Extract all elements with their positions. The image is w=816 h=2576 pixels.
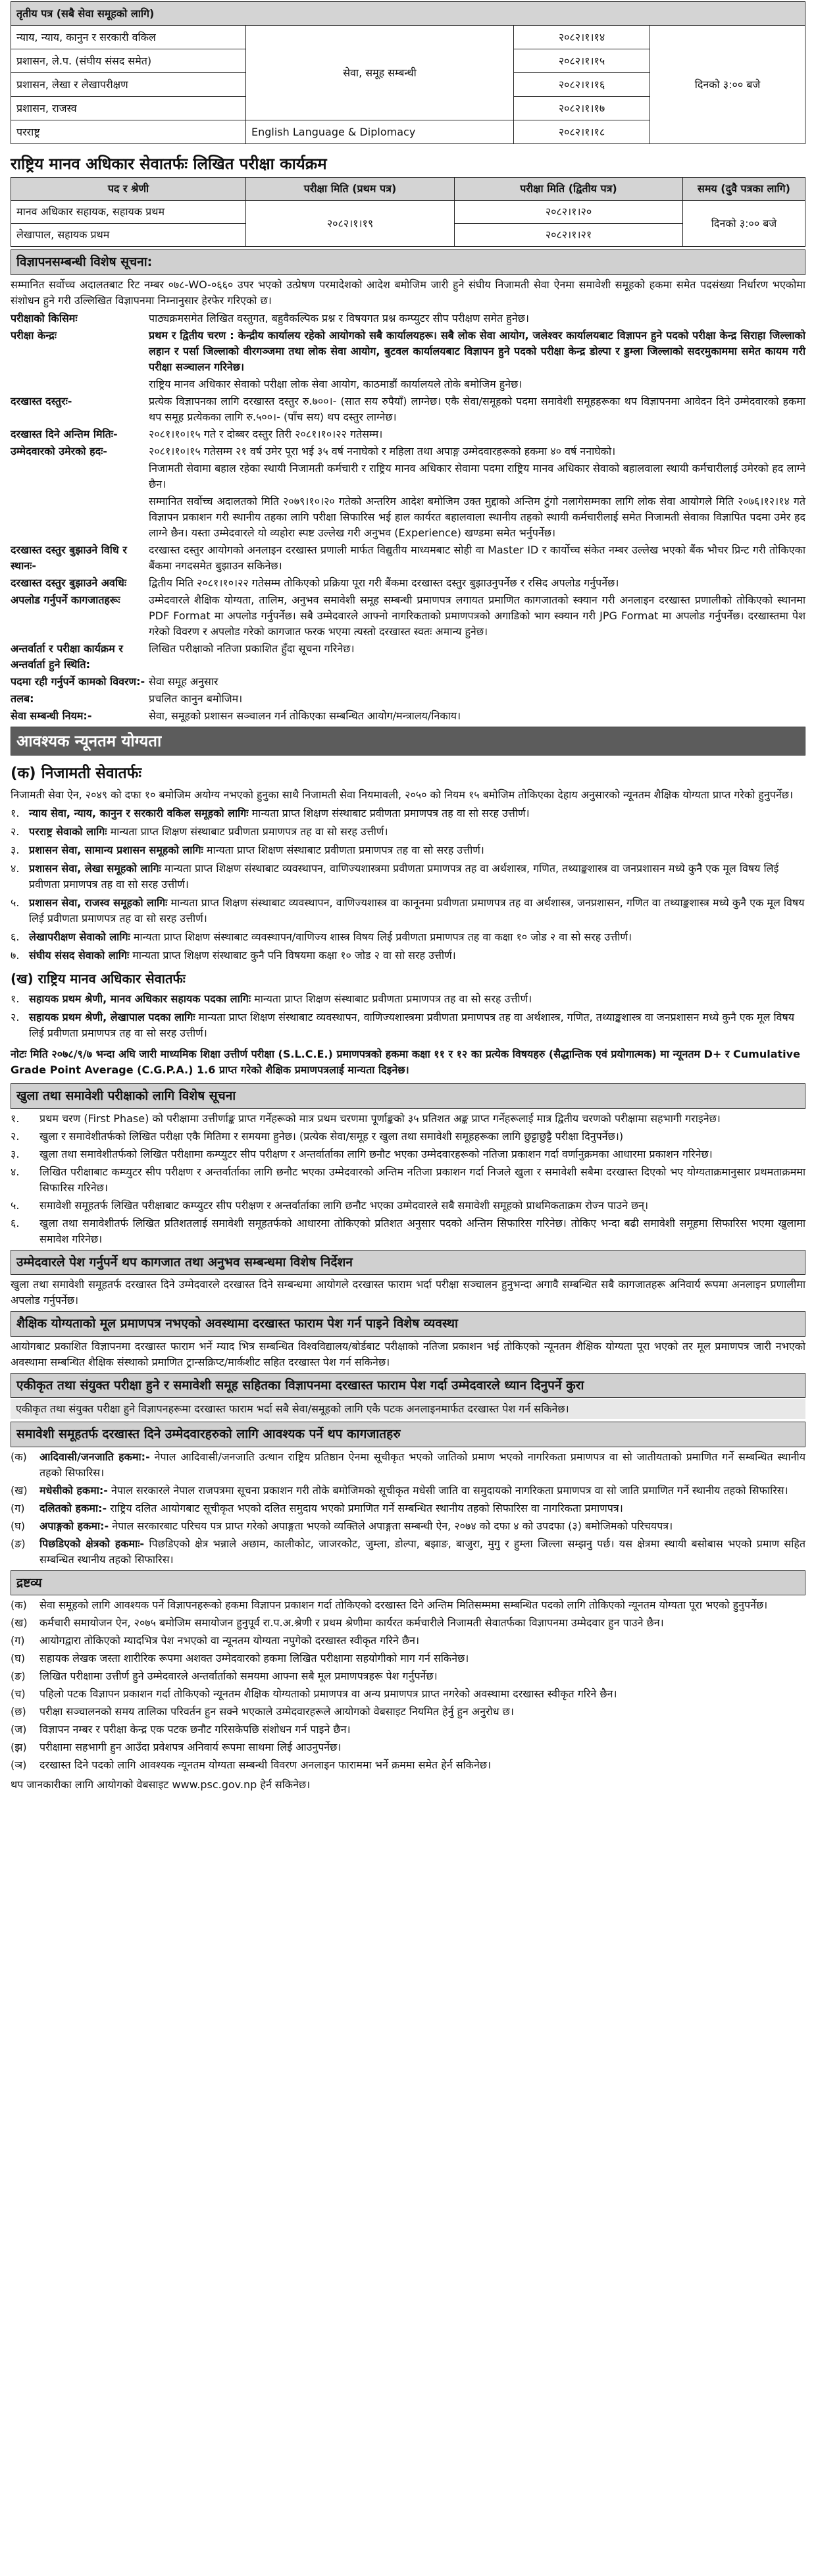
- item-text: समावेशी समूहतर्फ लिखित परीक्षाबाट कम्प्युटर सीप परीक्षण र अन्तर्वार्ताका लागि छनौट भएका उम्मेदवारले सबै समावेशी समूहको प्राथमिकताक्रम रोज्न पाउने छन्।: [39, 1198, 649, 1212]
- notes-list: [11, 1597, 805, 1773]
- item-number: १.: [11, 807, 20, 819]
- civil-intro: निजामती सेवा ऐन, २०४९ को दफा १० बमोजिम अयोग्य नभएको हुनुका साथै निजामती सेवा नियमावली, २०५० को नियम १५ बमोजिम तोकिएका देहाय अनुसारको न्यूनतम शैक्षिक योग्यता प्राप्त गरेको हुनुपर्नेछ।: [11, 788, 794, 801]
- item-text: मान्यता प्राप्त शिक्षण संस्थाबाट व्यवस्थापन, वाणिज्यशास्त्र वा कानूनमा प्रवीणता प्रमाणपत्र तह वा अर्थशास्त्र, जनप्रशासन, गणित वा तथ्याङ्कशास्त्र मध्ये कुनै एक मूल विषय लिई प्रवीणता प्रमाणपत्र तह वा सो सरह उत्तीर्ण।: [29, 896, 805, 925]
- info-row: [11, 444, 805, 459]
- list-item: [11, 1129, 805, 1145]
- list-item: [11, 1536, 805, 1568]
- item-text: परीक्षामा सहभागी हुन आउँदा प्रवेशपत्र अनिवार्य रूपमा साथमा लिई आउनुपर्नेछ।: [39, 1741, 342, 1753]
- post-cell: मानव अधिकार सहायक, सहायक प्रथम: [11, 201, 246, 224]
- item-number: ४.: [11, 1165, 20, 1178]
- info-value: प्रचलित कानुन बमोजिम।: [149, 692, 243, 705]
- item-head: प्रशासन सेवा, लेखा समूहको लागिः: [29, 862, 161, 875]
- date-cell: २०८२।१।१६: [514, 73, 650, 97]
- header-date1: परीक्षा मिति (प्रथम पत्र): [246, 178, 455, 201]
- item-text: सेवा समूहको लागि आवश्यक पर्ने विज्ञापनहरूको हकमा विज्ञापन प्रकाशन गर्दा तोकिएको दरखास्त दिने अन्तिम मितिसम्ममा सम्बन्धित पदको लागि तोकिएको न्यूनतम योग्यता पूरा भएको हुनुपर्नेछ।: [39, 1599, 768, 1611]
- info-row: [11, 394, 805, 425]
- item-text: दरखास्त दिने पदको लागि आवश्यक न्यूनतम योग्यता सम्बन्धी विवरण अनलाइन फाराममा भर्ने क्रममा समेत हेर्न सकिनेछ।: [39, 1759, 492, 1771]
- open-comp-banner: खुला तथा समावेशी परीक्षाको लागि विशेष सूचना: [11, 1083, 805, 1109]
- table-row: [11, 201, 805, 224]
- info-label: अन्तर्वार्ता र परीक्षा कार्यक्रम र अन्तर्वार्ता हुने स्थिति:: [11, 642, 123, 671]
- item-number: (ख): [11, 1483, 28, 1497]
- info-label: परीक्षाको किसिमः: [11, 311, 78, 324]
- item-head: सहायक प्रथम श्रेणी, मानव अधिकार सहायक पदका लागिः: [29, 992, 251, 1005]
- item-number: (ङ): [11, 1670, 26, 1682]
- info-label: परीक्षा केन्द्रः: [11, 328, 57, 342]
- notes-banner: द्रष्टव्य: [11, 1570, 805, 1596]
- info-label: दरखास्त दस्तुर बुझाउने अवधिः: [11, 576, 127, 589]
- item-text: खुला तथा समावेशीतर्फको लिखित परीक्षामा कम्प्युटर सीप परीक्षण र अन्तर्वार्ताका लागि छनौट भएका उम्मेदवारहरूको नतिजा प्रकाशन गर्दा वर्णानुक्रमका आधारमा प्रकाशन गरिनेछ।: [39, 1147, 713, 1160]
- info-label: उम्मेदवारको उमेरको हदः-: [11, 444, 107, 457]
- info-row: [11, 328, 805, 375]
- item-number: ४.: [11, 862, 20, 875]
- item-number: ६.: [11, 1216, 20, 1229]
- info-label: [11, 461, 149, 492]
- item-number: (च): [11, 1687, 26, 1700]
- item-number: ३.: [11, 844, 20, 856]
- table-header-row: [11, 2, 805, 26]
- date-cell: २०८२।१।१८: [514, 120, 650, 144]
- item-number: ६.: [11, 931, 20, 943]
- info-value: लिखित परीक्षाको नतिजा प्रकाशित हुँदा सूचना गरिनेछ।: [149, 642, 355, 655]
- item-text: खुला तथा समावेशीतर्फ लिखित प्रतिशतलाई समावेशी समूहतर्फको आधारमा तोकिएको प्रतिशत अनुसार पदको अन्तिम सिफारिस गरिनेछ। तोकिए भन्दा बढी समावेशी समूहमा सिफारिस भएमा खुलामा समावेश गरिनेछ।: [39, 1216, 805, 1245]
- item-number: (छ): [11, 1705, 26, 1718]
- item-text: खुला र समावेशीतर्फको लिखित परीक्षा एकै मितिमा र समयमा हुनेछ। (प्रत्येक सेवा/समूह र खुला तथा समावेशी समूहहरूका लागि छुट्टाछुट्टै परीक्षा दिनुपर्नेछ।): [39, 1129, 624, 1143]
- info-section: [11, 311, 805, 724]
- candidate-docs-banner: उम्मेदवारले पेश गर्नुपर्ने थप कागजात तथा अनुभव सम्बन्धमा विशेष निर्देशन: [11, 1250, 805, 1275]
- date2-cell: २०८२।१।२१: [455, 224, 683, 247]
- item-number: ३.: [11, 1147, 20, 1160]
- list-item: [11, 806, 805, 821]
- date2-cell: २०८२।१।२०: [455, 201, 683, 224]
- info-row: [11, 494, 805, 541]
- time-cell: दिनको ३:०० बजे: [650, 26, 805, 144]
- item-text: नेपाल सरकारले नेपाल राजपत्रमा सूचना प्रकाशन गरी तोके बमोजिमको सूचीकृत मधेसी जाति वा समुदायको नागरिकता प्रमाणपत्र वा सो जाति प्रमाणित गर्ने स्थानीय तहको सिफारिस।: [111, 1483, 788, 1497]
- table-row: [11, 26, 805, 49]
- nhrc-qual-title: (ख) राष्ट्रिय मानव अधिकार सेवातर्फः: [11, 971, 186, 987]
- item-text: नेपाल सरकारबाट परिचय पत्र प्राप्त गरेको अपाङ्गता भएको व्यक्तिले अपाङ्गता सम्बन्धी ऐन, २०७४ को दफा ४ को उपदफा (३) बमोजिमको परिचयपत्र।: [112, 1519, 673, 1532]
- same-day-banner: एकीकृत तथा संयुक्त परीक्षा हुने र समावेशी समूह सहितका विज्ञापनमा दरखास्त फाराम पेश गर्दा उम्मेदवारले ध्यान दिनुपर्ने कुरा: [11, 1373, 805, 1399]
- item-text: मान्यता प्राप्त शिक्षण संस्थाबाट व्यवस्थापन/वाणिज्य शास्त्र विषय लिई प्रवीणता प्रमाणपत्र तह वा कक्षा १० जोड २ वा सो सरह उत्तीर्ण।: [133, 931, 632, 943]
- info-row: [11, 311, 805, 326]
- info-row: [11, 592, 805, 640]
- item-number: (ञ): [11, 1759, 27, 1771]
- item-head: सहायक प्रथम श्रेणी, लेखापाल पदका लागिः: [29, 1011, 195, 1023]
- info-value: पाठ्यक्रमसमेत लिखित वस्तुगत, बहुवैकल्पिक प्रश्न र विषयगत प्रश्न कम्प्युटर सीप परीक्षण समेत हुनेछ।: [149, 311, 529, 324]
- list-item: [11, 1111, 805, 1127]
- date-cell: २०८२।१।१७: [514, 97, 650, 120]
- item-number: २.: [11, 1011, 20, 1023]
- item-head: दलितको हकमा:-: [39, 1501, 107, 1514]
- info-value: प्रत्येक विज्ञापनका लागि दरखास्त दस्तुर रु.७००।- (सात सय रुपैयाँ) लाग्नेछ। एकै सेवा/समूहको पदमा समावेशी समूहहरूका थप विज्ञापनमा आवेदन दिने उम्मेदवारको हकमा थप समूह प्रत्येकका लागि रु.५००।- (पाँच सय) थप दस्तुर लाग्नेछ।: [149, 394, 805, 423]
- candidate-docs-text: खुला तथा समावेशी समूहतर्फ दरखास्त दिने उम्मेदवारले दरखास्त दिने सम्बन्धमा आयोगले दरखास्त फाराम भर्दा परीक्षा सञ्चालन हुनुभन्दा अगावै सम्बन्धित सबै कागजातहरू अनिवार्य रूपमा अनलाइन प्रणालीमा अपलोड गर्नुपर्नेछ।: [11, 1278, 805, 1306]
- list-item: [11, 991, 805, 1007]
- info-value: दरखास्त दस्तुर आयोगको अनलाइन दरखास्त प्रणाली मार्फत विद्युतीय माध्यमबाट सोही वा Master ID र कार्योच्च संकेत नम्बर उल्लेख भएको बैंक भौचर प्रिन्ट गरी तोकिएका बैंकमा नगदसमेत बुझाउन सकिनेछ।: [149, 543, 805, 572]
- item-number: (घ): [11, 1519, 25, 1532]
- list-item: [11, 948, 805, 964]
- list-item: [11, 1198, 805, 1214]
- service-cell: सेवा, समूह सम्बन्धी: [246, 26, 514, 120]
- post-cell: लेखापाल, सहायक प्रथम: [11, 224, 246, 247]
- info-row: [11, 461, 805, 492]
- exam-cell: प्रशासन, लेखा र लेखापरीक्षण: [11, 73, 246, 97]
- item-text: मान्यता प्राप्त शिक्षण संस्थाबाट व्यवस्थापन, वाणिज्यशास्त्रमा प्रवीणता प्रमाणपत्र तह वा अर्थशास्त्र, गणित, तथ्याङ्कशास्त्र वा जनप्रशासन मध्ये कुनै एक मूल विषय लिई प्रवीणता प्रमाणपत्र तह वा सो सरह उत्तीर्ण।: [29, 862, 779, 890]
- date-cell: २०८२।१।१५: [514, 49, 650, 73]
- exam-cell: न्याय, न्याय, कानुन र सरकारी वकिल: [11, 26, 246, 49]
- open-comp-list: [11, 1111, 805, 1247]
- list-item: [11, 1449, 805, 1481]
- info-row: [11, 691, 805, 707]
- exam-schedule-table: [11, 1, 805, 144]
- date1-cell: २०८२।१।१९: [246, 201, 455, 247]
- item-number: २.: [11, 1129, 20, 1143]
- info-label: अपलोड गर्नुपर्ने कागजातहरूः: [11, 593, 120, 606]
- item-number: २.: [11, 825, 20, 838]
- civil-title: (क) निजामती सेवातर्फः: [11, 764, 142, 782]
- item-text: प्रथम चरण (First Phase) को परीक्षामा उत्तीर्णाङ्क प्राप्त गर्नेहरूको मात्र प्रथम चरणमा पूर्णाङ्कको ३५ प्रतिशत अङ्क प्राप्त गर्नेहरूलाई मात्र द्वितीय चरणको परीक्षामा सहभागी गराइनेछ।: [39, 1112, 721, 1125]
- header-time: समय (दुवै पत्रका लागि): [683, 178, 805, 201]
- item-text: लिखित परीक्षामा उत्तीर्ण हुने उम्मेदवारले अन्तर्वार्ताको समयमा आफ्ना सबै मूल प्रमाणपत्रहरू पेश गर्नुपर्नेछ।: [39, 1670, 438, 1682]
- list-item: [11, 1757, 805, 1773]
- item-number: ७.: [11, 949, 20, 962]
- item-text: मान्यता प्राप्त शिक्षण संस्थाबाट प्रवीणता प्रमाणपत्र तह वा सो सरह उत्तीर्ण।: [206, 844, 484, 856]
- list-item: [11, 1483, 805, 1499]
- item-number: (ङ): [11, 1537, 26, 1550]
- table-header-row: [11, 178, 805, 201]
- exam-cell: परराष्ट्र: [11, 120, 246, 144]
- item-head: आदिवासी/जनजाति हकमा:-: [39, 1450, 150, 1463]
- item-text: सहायक लेखक जस्ता शारीरिक रूपमा अशक्त उम्मेदवारको हकमा लिखित परीक्षामा सहयोगीको माग गर्न सकिनेछ।: [39, 1652, 469, 1664]
- list-item: [11, 1146, 805, 1162]
- list-item: [11, 824, 805, 840]
- info-value: सम्मानित सर्वोच्च अदालतको मिति २०७९।१०।२० गतेको अन्तरिम आदेश बमोजिम उक्त मुद्दाको अन्तिम टुंगो नलागेसम्मका लागि लोक सेवा आयोगले मिति २०७६।१२।१४ गते विज्ञापन प्रकाशन गरी स्थानीय तहका लागि परीक्षा सिफारिस भई हाल कार्यरत बहालवाला स्थानीय तहको स्थायी कर्मचारीलाई समेत निजामती सेवाका विज्ञापित पदमा उमेर हद लाग्ने छैन। यस्ता उम्मेदवारले यो व्यहोरा स्पष्ट उल्लेख गरी अनुभव (Experience) खण्डमा समेत भर्नुपर्नेछ।: [149, 494, 805, 539]
- item-number: (ख): [11, 1616, 28, 1629]
- list-item: [11, 1010, 805, 1041]
- special-note-text: सम्मानित सर्वोच्च अदालतबाट रिट नम्बर ०७८-WO-०६६० उपर भएको उत्प्रेषण परमादेशको आदेश बमोजिम जारी हुने संघीय निजामती सेवा ऐनमा समावेशी समूहको हकमा समेत पदसंख्या निर्धारण भएकोमा संशोधन हुने गरी उल्लिखित विज्ञापनमा निम्नानुसार हेरफेर गरिएको छ।: [11, 278, 805, 307]
- info-row: [11, 426, 805, 442]
- header-date2: परीक्षा मिति (द्वितीय पत्र): [455, 178, 683, 201]
- qualification-banner: आवश्यक न्यूनतम योग्यता: [11, 727, 805, 756]
- item-text: मान्यता प्राप्त शिक्षण संस्थाबाट प्रवीणता प्रमाणपत्र तह वा सो सरह उत्तीर्ण।: [251, 807, 530, 819]
- info-label: [11, 494, 149, 541]
- edu-rule-text: आयोगबाट प्रकाशित विज्ञापनमा दरखास्त फाराम भर्ने म्याद भित्र सम्बन्धित विश्वविद्यालय/बोर्डबाट परीक्षाको नतिजा प्रकाशन भई तोकिएको न्यूनतम शैक्षिक योग्यता पूरा भएको तर मूल प्रमाणपत्र जारी नभएको अवस्थामा सम्बन्धित शैक्षिक संस्थाको प्रमाणित ट्रान्सक्रिप्ट/मार्कशीट सहित दरखास्त पेश गर्न सकिनेछ।: [11, 1339, 805, 1368]
- table-header-cell: तृतीय पत्र (सबै सेवा समूहको लागि): [11, 2, 805, 26]
- header-post: पद र श्रेणी: [11, 178, 246, 201]
- item-text: पिछडिएको क्षेत्र भन्नाले अछाम, कालीकोट, जाजरकोट, जुम्ला, डोल्पा, बझाङ, बाजुरा, मुगु र हुम्ला जिल्ला सम्झनु पर्छ। यस क्षेत्रमा स्थायी बसोबास भएको प्रमाण सहित सम्बन्धित स्थानीय तहको सिफारिस।: [39, 1537, 805, 1566]
- item-head: पिछडिएको क्षेत्रको हकमाः-: [39, 1537, 145, 1550]
- list-item: [11, 1615, 805, 1631]
- info-label: दरखास्त दस्तुरः-: [11, 394, 72, 407]
- item-number: ५.: [11, 1198, 20, 1212]
- same-day-text: एकीकृत तथा संयुक्त परीक्षा हुने विज्ञापनहरूमा दरखास्त फाराम भर्दा सबै सेवा/समूहको लागि एकै पटक अनलाइनमार्फत दरखास्त पेश गर्न सकिनेछ।: [11, 1399, 805, 1419]
- info-value: उम्मेदवारले शैक्षिक योग्यता, तालिम, अनुभव समावेशी समूह सम्बन्धी प्रमाणपत्र लगायत प्रमाणित कागजातको स्क्यान गरी अनलाइन दरखास्त प्रणालीको तोकिएको स्थानमा PDF Format मा अपलोड गर्नुपर्नेछ। सबै उम्मेदवारले आफ्नो नागरिकताको प्रमाणपत्रको अगाडिको भाग स्क्यान गरी JPG Format मा अपलोड गर्नुपर्नेछ। दरखास्तमा पेश गरेको विवरण र अपलोड गरेको कागजात फरक भएमा त्यस्तो दरखास्त स्वतः अमान्य हुनेछ।: [149, 593, 805, 638]
- list-item: [11, 1216, 805, 1247]
- qualification-note: नोटः मिति २०७८/९/७ भन्दा अघि जारी माध्यमिक शिक्षा उत्तीर्ण परीक्षा (S.L.C.E.) प्रमाणपत्रको हकमा कक्षा ११ र १२ का प्रत्येक विषयहरु (सैद्धान्तिक एवं प्रयोगात्मक) मा न्यूनतम D+ र Cumulative Grade Point Average (C.G.P.A.) 1.6 प्राप्त गरेको शैक्षिक प्रमाणपत्रलाई मान्यता दिइनेछ।: [11, 1048, 800, 1076]
- item-head: अपाङ्गको हकमा:-: [39, 1519, 109, 1532]
- exam-cell: प्रशासन, राजस्व: [11, 97, 246, 120]
- service-cell: English Language & Diplomacy: [246, 120, 514, 144]
- civil-list: [11, 806, 805, 964]
- info-value: राष्ट्रिय मानव अधिकार सेवाको परीक्षा लोक सेवा आयोग, काठमाडौं कार्यालयले तोके बमोजिम हुनेछ।: [149, 377, 523, 390]
- info-value: २०८१।१०।१५ गते र दोब्बर दस्तुर तिरी २०८१।१०।२२ गतेसम्म।: [149, 427, 383, 440]
- special-note-title: विज्ञापनसम्बन्धी विशेष सूचना:: [11, 249, 805, 275]
- item-text: पहिलो पटक विज्ञापन प्रकाशन गर्दा तोकिएको न्यूनतम शैक्षिक योग्यताको प्रमाणपत्र वा अन्य प्रमाणपत्र प्राप्त नगरेको अवस्थामा दरखास्त स्वीकृत गरिने छैन।: [39, 1687, 617, 1700]
- item-head: लेखापरीक्षण सेवाको लागिः: [29, 931, 130, 943]
- list-item: [11, 895, 805, 927]
- list-item: [11, 1164, 805, 1196]
- info-row: [11, 708, 805, 724]
- list-item: [11, 1597, 805, 1613]
- info-label: सेवा सम्बन्धी नियम:-: [11, 709, 92, 722]
- info-label: दरखास्त दिने अन्तिम मितिः-: [11, 427, 118, 440]
- inclusive-docs-list: [11, 1449, 805, 1568]
- item-number: (घ): [11, 1652, 25, 1664]
- notice-page: [11, 1, 805, 1793]
- info-row: [11, 542, 805, 574]
- item-number: (क): [11, 1599, 27, 1611]
- item-number: (ग): [11, 1501, 25, 1514]
- item-head: प्रशासन सेवा, राजस्व समूहको लागिः: [29, 896, 168, 909]
- edu-rule-banner: शैक्षिक योग्यताको मूल प्रमाणपत्र नभएको अवस्थामा दरखास्त फाराम पेश गर्न पाइने विशेष व्यवस्था: [11, 1311, 805, 1337]
- list-item: [11, 929, 805, 945]
- list-item: [11, 1704, 805, 1720]
- item-head: परराष्ट्र सेवाको लागिः: [29, 825, 107, 838]
- item-text: मान्यता प्राप्त शिक्षण संस्थाबाट प्रवीणता प्रमाणपत्र तह वा सो सरह उत्तीर्ण।: [110, 825, 388, 838]
- item-text: नेपाल आदिवासी/जनजाति उत्थान राष्ट्रिय प्रतिष्ठान ऐनमा सूचीकृत भएको जातिको प्रमाण भएको नागरिकता प्रमाणपत्र वा सो जातीयताको प्रमाणित गर्ने सम्बन्धित स्थानीय तहको सिफारिस।: [39, 1450, 805, 1479]
- item-text: राष्ट्रिय दलित आयोगबाट सूचीकृत भएको दलित समुदाय भएको प्रमाणित गर्ने सम्बन्धित स्थानीय तहको सिफारिस वा नागरिकता प्रमाणपत्र।: [110, 1501, 623, 1514]
- info-value: निजामती सेवामा बहाल रहेका स्थायी निजामती कर्मचारी र राष्ट्रिय मानव अधिकार सेवामा पदमा राष्ट्रिय मानव अधिकार सेवाको बहालवाला स्थायी कर्मचारीलाई उमेरको हद लाग्ने छैन।: [149, 461, 805, 490]
- item-head: न्याय सेवा, न्याय, कानुन र सरकारी वकिल समूहको लागिः: [29, 807, 249, 819]
- item-number: (ग): [11, 1634, 25, 1647]
- list-item: [11, 1633, 805, 1649]
- item-text: आयोगद्वारा तोकिएको म्यादभित्र पेश नभएको वा न्यूनतम योग्यता नपुगेको दरखास्त स्वीकृत गरिने छैन।: [39, 1634, 420, 1647]
- item-number: (झ): [11, 1741, 27, 1753]
- item-text: मान्यता प्राप्त शिक्षण संस्थाबाट कुनै पनि विषयमा कक्षा १० जोड २ वा सो सरह उत्तीर्ण।: [132, 949, 456, 962]
- item-number: (क): [11, 1450, 27, 1463]
- info-label: [11, 376, 149, 392]
- item-text: लिखित परीक्षाबाट कम्प्युटर सीप परीक्षण र अन्तर्वार्ताका लागि छनौट भएका उम्मेदवारको अन्तिम नतिजा प्रकाशन गर्दा निजले खुला र समावेशी सबैमा दरखास्त दिएको भए योग्यताक्रमानुसार प्रथमताक्रममा सिफारिस गरिनेछ।: [39, 1165, 805, 1194]
- date-cell: २०८२।१।१४: [514, 26, 650, 49]
- item-number: ५.: [11, 896, 20, 909]
- nhrc-title: राष्ट्रिय मानव अधिकार सेवातर्फः लिखित परीक्षा कार्यक्रम: [11, 151, 805, 177]
- nhrc-schedule-table: [11, 177, 805, 247]
- item-number: १.: [11, 1112, 20, 1125]
- info-row: [11, 575, 805, 591]
- info-label: दरखास्त दस्तुर बुझाउने विधि र स्थानः-: [11, 543, 127, 572]
- item-head: संघीय संसद सेवाको लागिः: [29, 949, 130, 962]
- info-value: सेवा समूह अनुसार: [149, 675, 218, 688]
- info-row: [11, 674, 805, 690]
- info-label: तलब:: [11, 692, 34, 705]
- website-footer: थप जानकारीका लागि आयोगको वेबसाइट www.psc.gov.np हेर्न सकिनेछ।: [11, 1778, 311, 1791]
- list-item: [11, 842, 805, 858]
- exam-cell: प्रशासन, ले.प. (संघीय संसद समेत): [11, 49, 246, 73]
- time-cell: दिनको ३:०० बजे: [683, 201, 805, 247]
- info-value: प्रथम र द्वितीय चरण : केन्द्रीय कार्यालय रहेको आयोगको सबै कार्यालयहरू। सबै लोक सेवा आयोग, जलेश्वर कार्यालयबाट विज्ञापन हुने पदको परीक्षा केन्द्र सिराहा जिल्लाको लहान र पर्सा जिल्लाको वीरगञ्जमा तथा लोक सेवा आयोग, बुटवल कार्यालयबाट विज्ञापन हुने पदको परीक्षा केन्द्र डोल्पा र डुम्ला जिल्लाको सदरमुकाममा समेत कायम गरी परीक्षा सञ्चालन गरिनेछ।: [149, 328, 805, 373]
- list-item: [11, 1651, 805, 1666]
- info-row: [11, 641, 805, 673]
- list-item: [11, 1686, 805, 1702]
- info-row: [11, 376, 805, 392]
- info-value: द्वितीय मिति २०८१।१०।२२ गतेसम्म तोकिएको प्रक्रिया पूरा गरी बैंकमा दरखास्त दस्तुर बुझाउनुपर्नेछ र रसिद अपलोड गर्नुपर्नेछ।: [149, 576, 619, 589]
- item-head: मधेसीको हकमा:-: [39, 1483, 108, 1497]
- list-item: [11, 1739, 805, 1755]
- item-text: परीक्षा सञ्चालनको समय तालिका परिवर्तन हुन सक्ने भएकाले उम्मेदवारहरूले आयोगको वेबसाइट नियमित हेर्नु हुन अनुरोध छ।: [39, 1705, 514, 1718]
- item-number: १.: [11, 992, 20, 1005]
- nhrc-list: [11, 991, 805, 1041]
- info-value: सेवा, समूहको प्रशासन सञ्चालन गर्न तोकिएका सम्बन्धित आयोग/मन्त्रालय/निकाय।: [149, 709, 461, 722]
- list-item: [11, 861, 805, 892]
- info-label: पदमा रही गर्नुपर्ने कामको विवरण:-: [11, 675, 145, 688]
- item-text: विज्ञापन नम्बर र परीक्षा केन्द्र एक पटक छनौट गरिसकेपछि संशोधन गर्न पाइने छैन।: [39, 1723, 351, 1736]
- item-text: मान्यता प्राप्त शिक्षण संस्थाबाट व्यवस्थापन, वाणिज्यशास्त्रमा प्रवीणता प्रमाणपत्र तह वा अर्थशास्त्र, गणित, तथ्याङ्कशास्त्र वा जनप्रशासन मध्ये कुनै एक मूल विषय लिई प्रवीणता प्रमाणपत्र तह वा सो सरह उत्तीर्ण।: [29, 1011, 795, 1039]
- item-text: कर्मचारी समायोजन ऐन, २०७५ बमोजिम समायोजन हुनुपूर्व रा.प.अ.श्रेणी र प्रथम श्रेणीमा कार्यरत कर्मचारीले निजामती सेवातर्फका विज्ञापनमा उम्मेदवार हुन पाउने छैन।: [39, 1616, 664, 1629]
- list-item: [11, 1722, 805, 1738]
- item-number: (ज): [11, 1723, 27, 1736]
- list-item: [11, 1501, 805, 1516]
- inclusive-docs-banner: समावेशी समूहतर्फ दरखास्त दिने उम्मेदवारहरुको लागि आवश्यक पर्ने थप कागजातहरु: [11, 1422, 805, 1447]
- list-item: [11, 1668, 805, 1684]
- item-text: मान्यता प्राप्त शिक्षण संस्थाबाट प्रवीणता प्रमाणपत्र तह वा सो सरह उत्तीर्ण।: [254, 992, 532, 1005]
- info-value: २०८१।१०।१५ गतेसम्म २१ वर्ष उमेर पूरा भई ३५ वर्ष ननाघेको र महिला तथा अपाङ्ग उम्मेदवारहरूको हकमा ४० वर्ष ननाघेको।: [149, 444, 616, 457]
- list-item: [11, 1518, 805, 1534]
- item-head: प्रशासन सेवा, सामान्य प्रशासन समूहको लागिः: [29, 844, 203, 856]
